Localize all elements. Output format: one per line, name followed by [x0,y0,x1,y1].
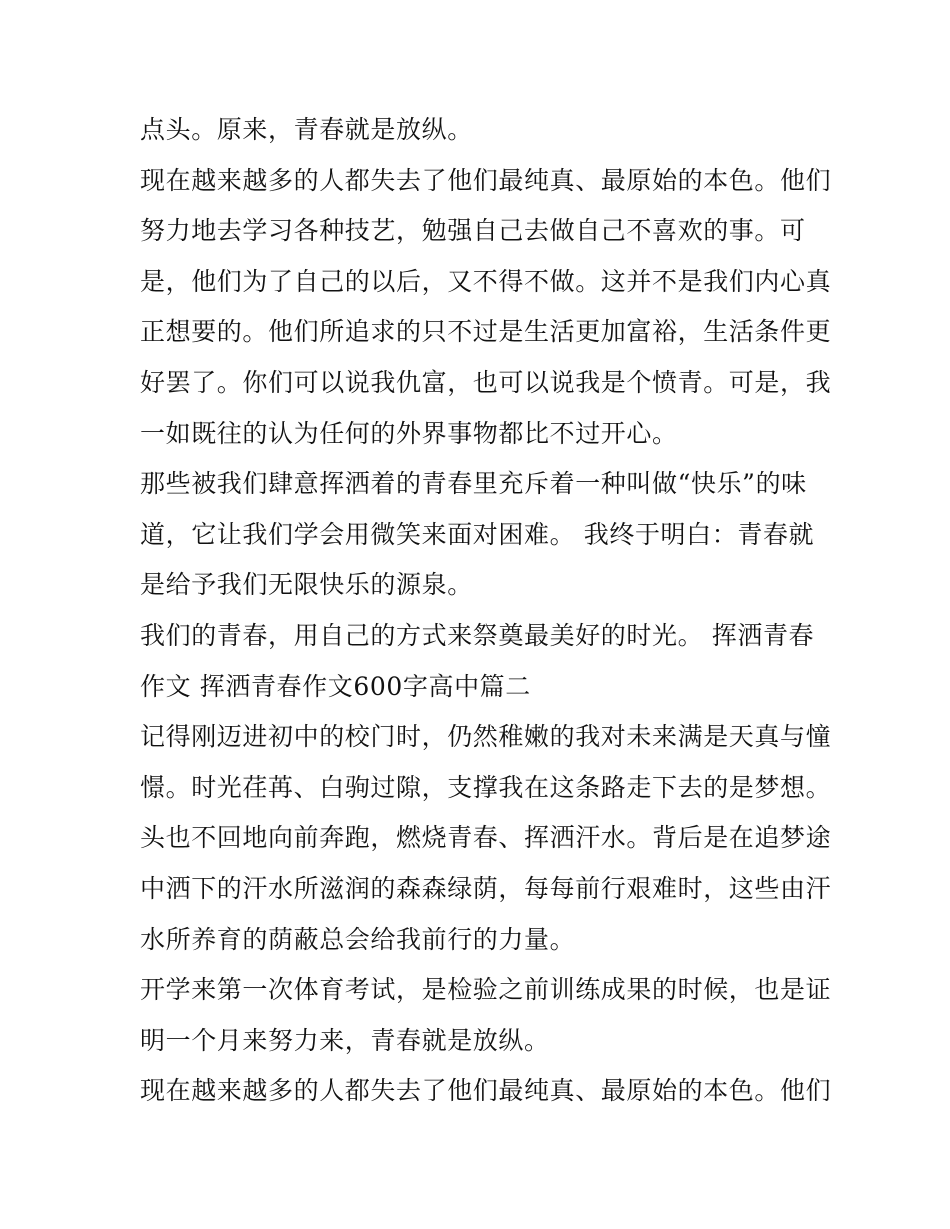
text-line: 作文 挥洒青春作文600字高中篇二 [140,671,531,701]
text-line: 正想要的。他们所追求的只不过是生活更加富裕，生活条件更 [140,317,832,347]
text-line: 水所养育的荫蔽总会给我前行的力量。 [140,924,576,954]
text-line: 那些被我们肆意挥洒着的青春里充斥着一种叫做“快乐”的味 [140,469,807,499]
text-line: 努力地去学习各种技艺，勉强自己去做自己不喜欢的事。可 [140,216,806,246]
text-line: 一如既往的认为任何的外界事物都比不过开心。 [140,418,678,448]
text-line: 现在越来越多的人都失去了他们最纯真、最原始的本色。他们 [140,1076,832,1106]
text-line: 中洒下的汗水所滋润的森森绿荫，每每前行艰难时，这些由汗 [140,873,832,903]
text-line: 是，他们为了自己的以后，又不得不做。这并不是我们内心真 [140,266,832,296]
text-line: 道，它让我们学会用微笑来面对困难。 我终于明白：青春就 [140,519,815,549]
text-line: 头也不回地向前奔跑，燃烧青春、挥洒汗水。背后是在追梦途 [140,823,832,853]
text-line: 现在越来越多的人都失去了他们最纯真、最原始的本色。他们 [140,165,832,195]
text-line: 好罢了。你们可以说我仇富，也可以说我是个愤青。可是，我 [140,367,832,397]
text-line: 点头。原来，青春就是放纵。 [140,115,473,144]
text-line: 憬。时光荏苒、白驹过隙，支撑我在这条路走下去的是梦想。 [140,772,832,802]
text-line: 我们的青春，用自己的方式来祭奠最美好的时光。 挥洒青春 [140,620,815,650]
text-line: 是给予我们无限快乐的源泉。 [140,570,473,600]
document-body [140,105,832,1117]
text-line: 开学来第一次体育考试，是检验之前训练成果的时候，也是证 [140,975,832,1005]
text-line: 明一个月来努力来，青春就是放纵。 [140,1025,550,1055]
text-line: 记得刚迈进初中的校门时，仍然稚嫩的我对未来满是天真与憧 [140,722,832,752]
